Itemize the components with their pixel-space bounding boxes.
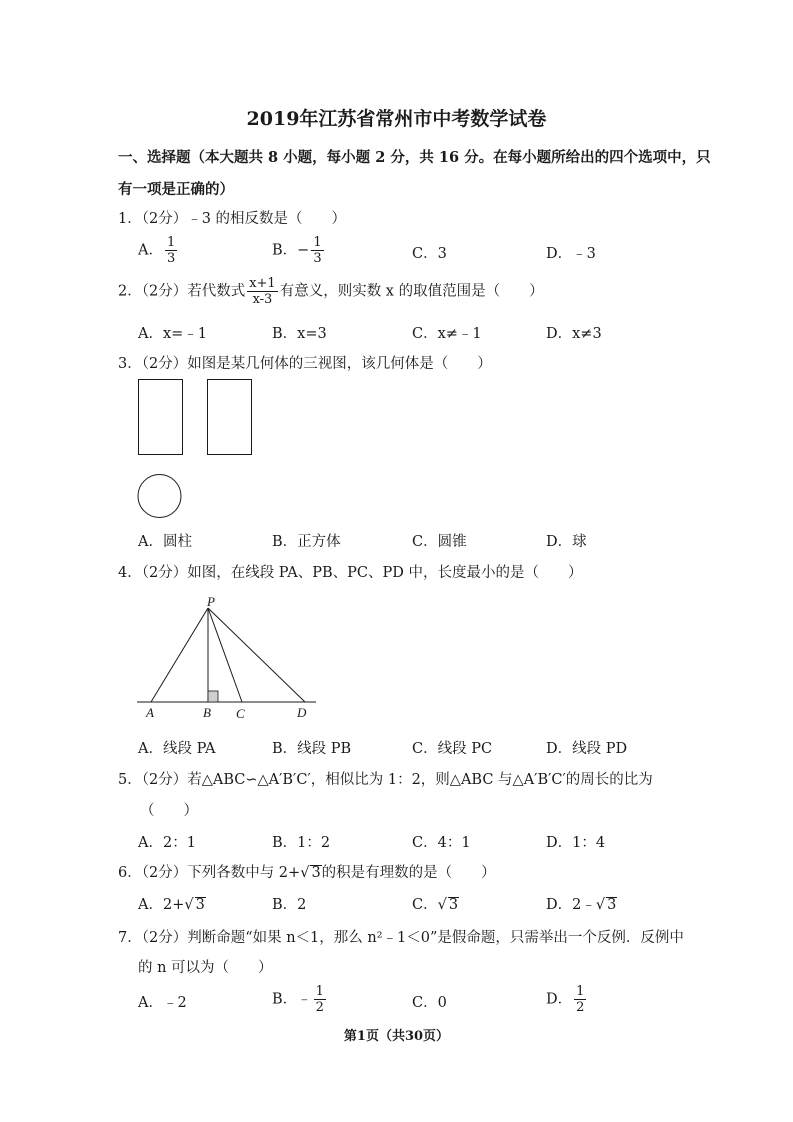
page-title: 2019年江苏省常州市中考数学试卷 xyxy=(246,108,547,130)
label-c: C xyxy=(236,706,245,721)
question-5-option-a: A．2：1 xyxy=(138,835,196,851)
three-view-figure xyxy=(130,372,270,524)
question-5-stem-line2: （ ） xyxy=(140,803,198,819)
right-angle-mark xyxy=(208,691,218,702)
question-3-option-d: D．球 xyxy=(546,534,587,550)
question-2-option-c: C．x≠﹣1 xyxy=(412,326,482,342)
question-5-option-c: C．4：1 xyxy=(412,835,471,851)
question-2-stem: 2．（2分）若代数式 $\frac{x+1}{x-3}$ 有意义，则实数 x 的取值范围是（ ） xyxy=(118,276,544,307)
side-view-rect xyxy=(208,380,252,455)
question-2-option-a: A．x=﹣1 xyxy=(138,326,208,342)
question-7-option-a: A．﹣2 xyxy=(138,995,187,1011)
question-3-option-a: A．圆柱 xyxy=(138,534,192,550)
question-6-stem: 6．（2分）下列各数中与 2+√ 3的积是有理数的是（ ） xyxy=(118,865,496,881)
segment-pa xyxy=(151,608,208,702)
question-1-option-d: D．﹣3 xyxy=(546,246,596,262)
page-footer: 第1页（共30页） xyxy=(343,1029,450,1044)
question-4-stem: 4．（2分）如图，在线段 PA、PB、PC、PD 中，长度最小的是（ ） xyxy=(118,565,583,581)
question-5-stem-line1: 5．（2分）若△ABC∽△A′B′C′，相似比为 1：2，则△ABC 与△A′B′C′的周长的比为 xyxy=(118,772,653,788)
segment-pd xyxy=(208,608,305,702)
question-4-option-c: C．线段 PC xyxy=(412,741,493,757)
top-view-circle xyxy=(138,475,181,518)
label-d: D xyxy=(297,705,307,720)
question-7-stem-line1: 7．（2分）判断命题“如果 n＜1，那么 n²﹣1＜0”是假命题，只需举出一个反例．反例中 xyxy=(118,930,684,946)
label-a: A xyxy=(146,705,154,720)
question-6-option-d: D．2﹣√ 3 xyxy=(546,897,617,913)
question-5-option-b: B．1：2 xyxy=(272,835,331,851)
question-6-option-a: A．2+√ 3 xyxy=(138,897,205,913)
question-4-option-a: A．线段 PA xyxy=(138,741,216,757)
question-1-option-b: B．− $\frac{1}{3}$ xyxy=(272,235,322,266)
question-5-option-d: D．1：4 xyxy=(546,835,606,851)
section-heading-line2: 有一项是正确的） xyxy=(118,181,234,198)
question-3-option-c: C．圆锥 xyxy=(412,534,467,550)
question-4-option-b: B．线段 PB xyxy=(272,741,352,757)
question-6-option-b: B．2 xyxy=(272,897,307,913)
question-4-option-d: D．线段 PD xyxy=(546,741,628,757)
section-heading-line1: 一、选择题（本大题共 8 小题，每小题 2 分，共 16 分。在每小题所给出的四个选项中，只 xyxy=(118,149,711,166)
segments-figure xyxy=(130,592,330,727)
question-1-option-c: C．3 xyxy=(412,246,447,262)
question-6-option-c: C．√ 3 xyxy=(412,897,459,913)
question-7-option-b: B．﹣ $\frac{1}{2}$ xyxy=(272,984,324,1015)
segment-pc xyxy=(208,608,242,702)
front-view-rect xyxy=(139,380,183,455)
question-7-stem-line2: 的 n 可以为（ ） xyxy=(138,960,273,976)
question-3-stem: 3．（2分）如图是某几何体的三视图，该几何体是（ ） xyxy=(118,356,492,372)
question-7-option-d: D． $\frac{1}{2}$ xyxy=(546,984,585,1015)
question-3-option-b: B．正方体 xyxy=(272,534,341,550)
question-1-option-a: A． $\frac{1}{3}$ xyxy=(138,235,176,266)
question-2-option-d: D．x≠3 xyxy=(546,326,602,342)
label-p: P xyxy=(207,594,215,609)
question-1-stem: 1．（2分）﹣3 的相反数是（ ） xyxy=(118,211,347,227)
label-b: B xyxy=(203,705,211,720)
question-2-option-b: B．x=3 xyxy=(272,326,327,342)
question-7-option-c: C．0 xyxy=(412,995,447,1011)
